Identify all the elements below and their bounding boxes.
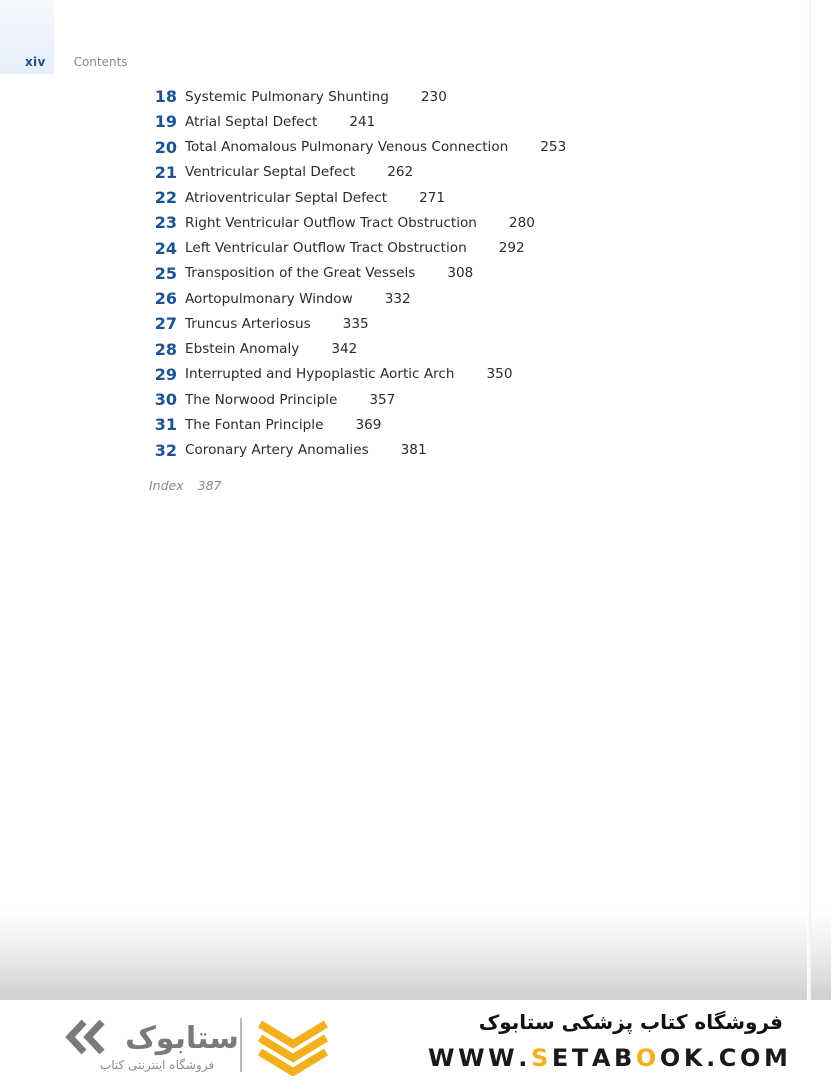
store-url[interactable] [428, 1044, 788, 1074]
toc-entry [0, 185, 831, 210]
chapter-title: Truncus Arteriosus [185, 315, 311, 332]
chapter-page: 342 [331, 341, 358, 358]
url-char: W [488, 1044, 515, 1072]
chapter-page: 280 [508, 214, 535, 231]
toc-entry [0, 438, 831, 463]
toc-entry [0, 160, 831, 185]
toc-entry [0, 261, 831, 286]
toc-entry [0, 236, 831, 261]
url-char: W [428, 1044, 455, 1072]
toc-entry [0, 362, 831, 387]
url-char: B [613, 1044, 633, 1072]
chapter-title: Interrupted and Hypoplastic Aortic Arch [185, 366, 455, 383]
chapter-number: 23 [154, 213, 177, 233]
chapter-title: The Norwood Principle [185, 391, 338, 408]
chapter-page: 292 [498, 240, 525, 257]
toc-entry [0, 109, 831, 134]
toc-entry [0, 387, 831, 412]
chapter-page: 230 [420, 88, 447, 105]
url-char: T [571, 1044, 589, 1072]
chapter-number: 20 [154, 137, 177, 157]
book-stack-icon [254, 1016, 332, 1076]
url-char-highlight: O [635, 1044, 657, 1072]
chapter-page: 241 [349, 113, 376, 130]
chapter-number: 26 [154, 289, 177, 309]
chapter-title: Right Ventricular Outflow Tract Obstruction [185, 214, 477, 231]
chapter-title: Coronary Artery Anomalies [185, 442, 369, 459]
url-char: E [551, 1044, 569, 1072]
table-of-contents [0, 84, 831, 463]
setabook-wordmark [124, 1014, 244, 1062]
chapter-title: Ventricular Septal Defect [185, 164, 356, 181]
url-char-highlight: S [530, 1044, 549, 1072]
chapter-number: 32 [154, 440, 177, 460]
chapter-number: 25 [154, 263, 177, 283]
chapter-number: 18 [154, 87, 177, 107]
chapter-page: 308 [447, 265, 474, 282]
url-char: O [740, 1044, 761, 1072]
toc-entry [0, 412, 831, 437]
chapter-title: Ebstein Anomaly [185, 341, 300, 358]
url-char: A [591, 1044, 611, 1072]
double-chevron-left-icon [62, 1012, 132, 1062]
chapter-number: 31 [154, 415, 177, 435]
toc-entry [0, 311, 831, 336]
chapter-page: 253 [540, 139, 567, 156]
store-title: فروشگاه کتاب پزشکی ستابوک [478, 1010, 783, 1034]
chapter-page: 262 [387, 164, 414, 181]
url-char: K [683, 1044, 703, 1072]
url-char: C [718, 1044, 737, 1072]
page-number: xiv [25, 55, 46, 69]
chapter-page: 357 [369, 391, 396, 408]
index-page: 387 [197, 478, 222, 493]
url-char: W [458, 1044, 485, 1072]
chapter-title: Total Anomalous Pulmonary Venous Connection [185, 139, 509, 156]
toc-entry [0, 84, 831, 109]
chapter-title: Systemic Pulmonary Shunting [185, 88, 389, 105]
chapter-number: 29 [154, 364, 177, 384]
url-char: . [706, 1044, 716, 1072]
chapter-title: Aortopulmonary Window [185, 290, 353, 307]
logo-tagline: فروشگاه اینترنتی کتاب [99, 1058, 215, 1072]
chapter-page: 369 [355, 416, 382, 433]
running-head [25, 55, 128, 71]
running-title: Contents [73, 55, 128, 69]
chapter-page: 350 [486, 366, 513, 383]
chapter-title: Atrioventricular Septal Defect [185, 189, 388, 206]
chapter-title: Atrial Septal Defect [185, 113, 318, 130]
chapter-number: 28 [154, 339, 177, 359]
chapter-page: 335 [342, 315, 369, 332]
toc-entry [0, 337, 831, 362]
svg-text:ستابوک: ستابوک [125, 1021, 239, 1056]
index-entry [149, 478, 222, 493]
chapter-number: 24 [154, 238, 177, 258]
chapter-title: Transposition of the Great Vessels [185, 265, 416, 282]
logo-divider [240, 1018, 242, 1072]
chapter-page: 381 [400, 442, 427, 459]
url-char: M [764, 1044, 788, 1072]
chapter-number: 30 [154, 390, 177, 410]
chapter-page: 332 [384, 290, 411, 307]
url-char: . [518, 1044, 528, 1072]
toc-entry [0, 135, 831, 160]
chapter-title: Left Ventricular Outflow Tract Obstruction [185, 240, 467, 257]
chapter-number: 22 [154, 188, 177, 208]
chapter-page: 271 [419, 189, 446, 206]
toc-entry [0, 286, 831, 311]
url-char: O [659, 1044, 681, 1072]
chapter-title: The Fontan Principle [185, 416, 324, 433]
chapter-number: 27 [154, 314, 177, 334]
chapter-number: 19 [154, 112, 177, 132]
store-banner [0, 1000, 831, 1080]
toc-entry [0, 210, 831, 235]
store-logo [62, 1012, 332, 1078]
index-label: Index [149, 478, 184, 493]
chapter-number: 21 [154, 162, 177, 182]
